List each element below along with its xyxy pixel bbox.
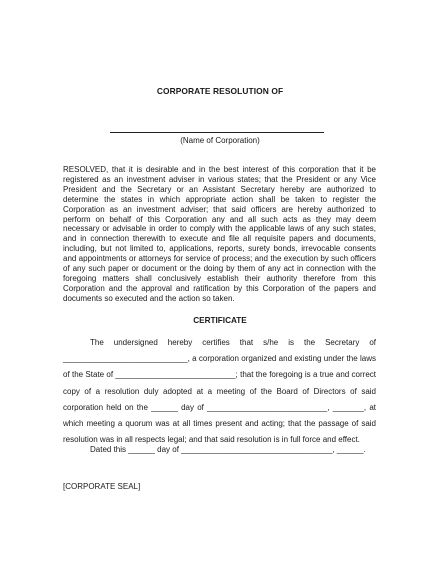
corporate-seal-label: [CORPORATE SEAL]	[63, 482, 141, 491]
resolution-paragraph: RESOLVED, that it is desirable and in the best interest of this corporation that it be registered as an investment adviser in various states; that the President or any Vice President and the Secretary or an Assistant Secretary hereby are authorized to determine the states in which appropriate action shall be taken to register the Corporation as an investment adviser; that said officers are hereby authorized to perform on behalf of this Corporation any and all such acts as they may deem necessary or advisable in order to comply with the applicable laws of any such states, and in connection therewith to execute and file all requisite papers and documents, including, but not limited to, applications, reports, surety bonds, irrevocable consents and appointments or attorneys for service of process; and the execution by such officers of any such paper or document or the doing by them of any act in connection with the foregoing matters shall conclusively establish their authority therefore from this Corporation and the approval and ratification by this Corporation of the papers and documents so executed and the action so taken.	[63, 165, 376, 303]
certificate-paragraph	[63, 335, 376, 448]
document-title: CORPORATE RESOLUTION OF	[156, 86, 284, 96]
certificate-heading: CERTIFICATE	[193, 316, 247, 325]
corporation-name-line	[110, 132, 324, 133]
certificate-text: The undersigned hereby certifies that s/he is the Secretary of ____________________________, a corporation organized and existing under the laws of the State of ___________________________; that the foregoing is a true and correct copy of a resolution duly adopted at a meeting of the Board of Directors of said corporation held on the ______ day of ___________________________, _______, at which meeting a quorum was at all times present and acting; that the passage of said resolution was in all respects legal; and that said resolution is in full force and effect.	[63, 338, 376, 445]
dated-line: Dated this ______ day of __________________________________, ______.	[90, 445, 366, 454]
corporation-name-label: (Name of Corporation)	[180, 136, 260, 145]
